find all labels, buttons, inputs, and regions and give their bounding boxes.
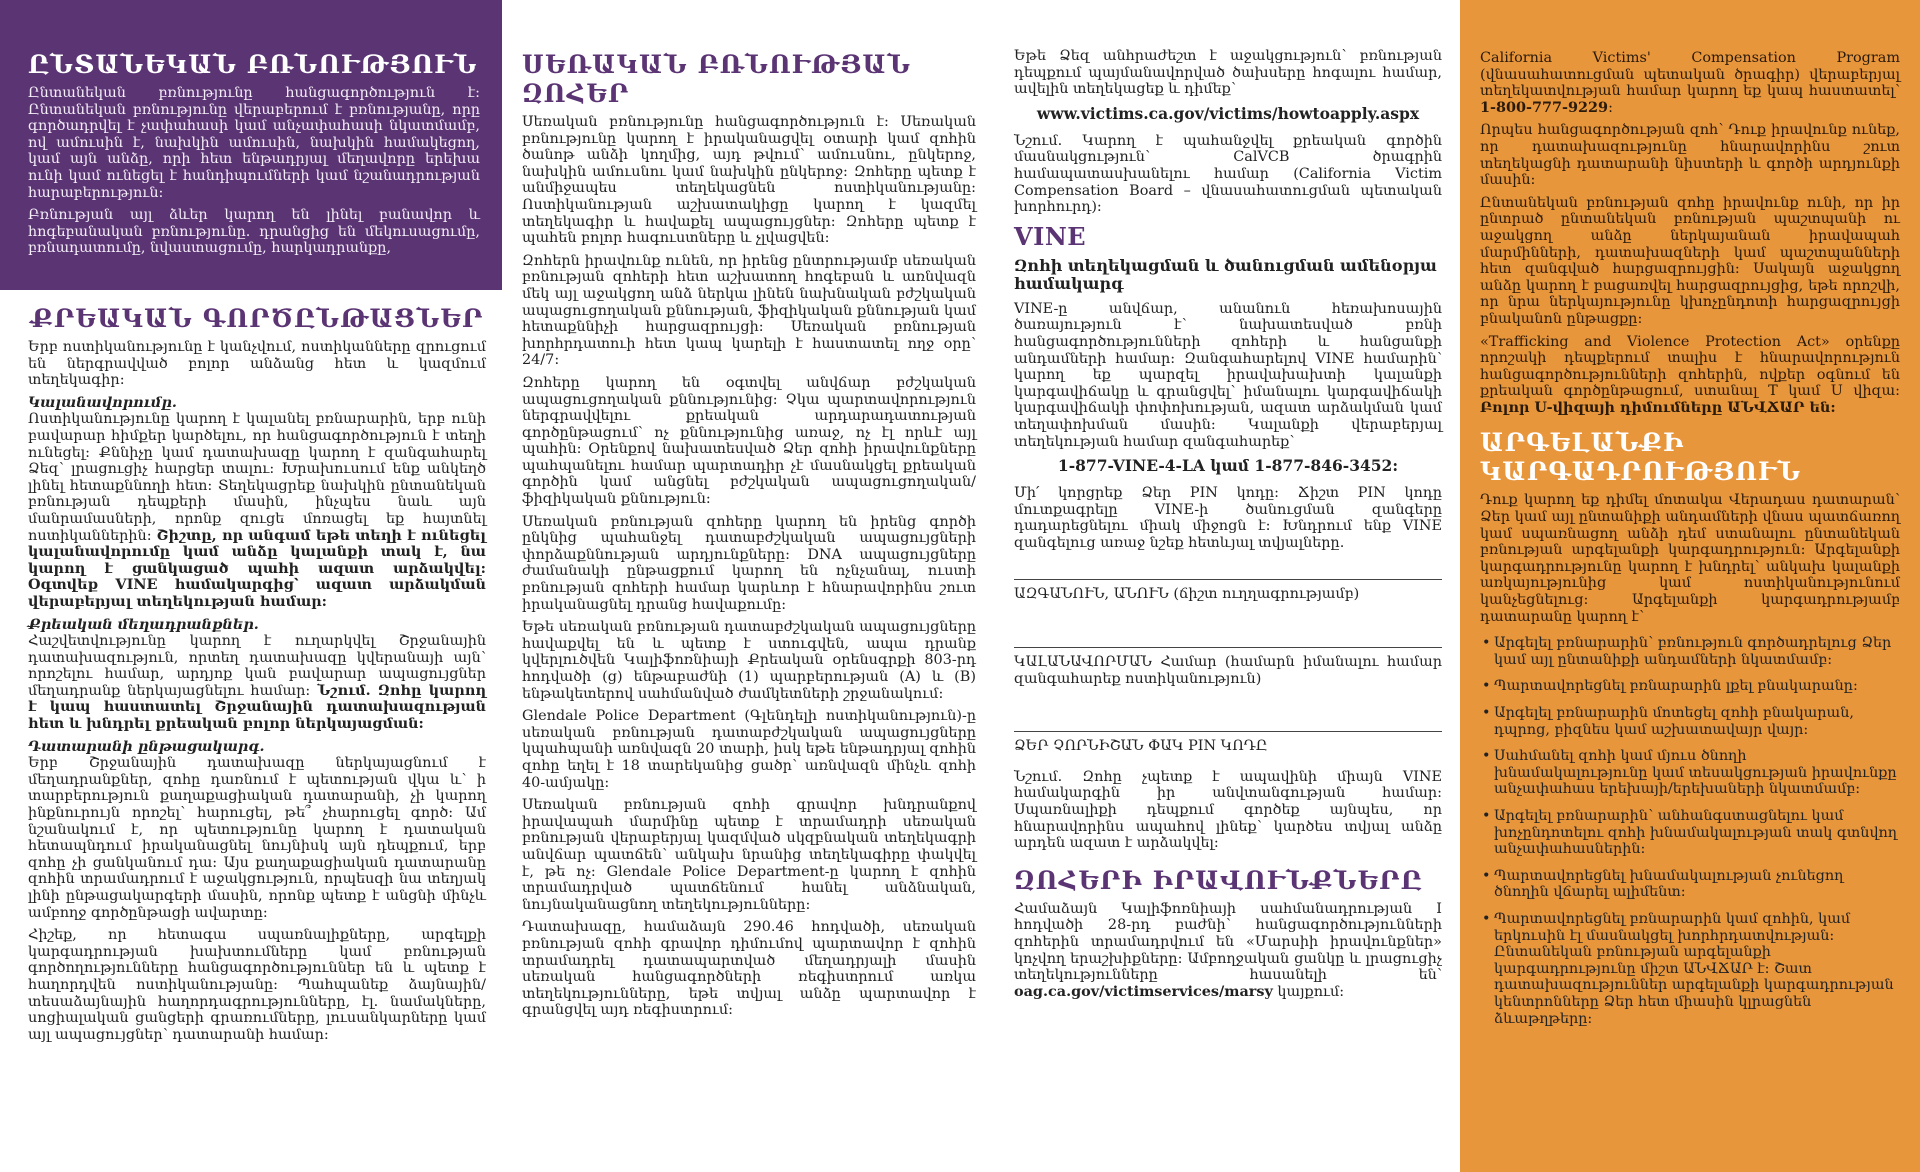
notification-right-paragraph: Որպես հանցագործության զոհ՝ Դուք իրավունք ունեք, որ դատախազությունը հնարավորինս շուտ տեղեկացնի դատարանի նիստերի և գործի արդյունքի մասին: (1480, 122, 1900, 189)
victims-website-link[interactable]: www.victims.ca.gov/victims/howtoapply.aspx (1036, 103, 1420, 123)
sexual-assault-paragraph-4: Սեռական բռնության զոհերը կարող են իրենց գործի ընկնից պահանջել դատաբժշկական ապացույցների փորձաքննության արդյունքները: DNA ապացույցները ժամանակի ընթացքում կարող են ոչնչանալ, ուստի բռնության զոհերի համար կարևոր է հնարավորինս շուտ իրականացնել դրանց հավաքումը: (522, 513, 976, 613)
victims-rights-title: ԶՈՀԵՐԻ ԻՐԱՎՈՒՆՔՆԵՐԸ (1014, 865, 1423, 895)
family-violence-paragraph-2: Բռնության այլ ձևեր կարող են լինել բանավոր և հոգեբանական բռնությունը. դրանցից են մեկուսացումը, բռնադատումը, նվաստացումը, հարկադրանքը, (28, 207, 480, 257)
sexual-assault-paragraph-6: Glendale Police Department (Գլենդելի ոստիկանություն)-ը սեռական բռնության դատաբժշկական ապացույցները կպահպանի առնվազն 20 տարի, իսկ եթե ենթադրյալ զոհին զոհը եղել է 18 տարեկանից ցածր՝ առնվազն մինչև զոհի 40-ամյակը: (522, 708, 976, 791)
calvcb-note: Նշում. Կարող է պահանջվել քրեական գործին մասնակցություն՝ CalVCB ծրագրին համապատասխանելու համար (California Victim Compensation Board – վնասահատուցման պետական խորհուրդ): (1014, 132, 1442, 216)
sexual-assault-paragraph-2: Զոհերն իրավունք ունեն, որ իրենց ընտրությամբ սեռական բռնության զոհերի հետ աշխատող հոգեբան և առնվազն մեկ այլ աջակցող անձ ներկա լինեն նախնական բժշկական ապացուցողական քննության, ֆիզիկական քննության կամ հետաքննիչի հարցազրույցի: Սեռական բռնության խորհրդատուի հետ կապ կարելի է հաստատել ողջ օրը՝ 24/7: (522, 252, 976, 369)
compensation-intro: Եթե Ձեզ անհրաժեշտ է աջակցություն՝ բռնության դեպքում պայմանավորված ծախսերը հոգալու համար, ավելին տեղեկացեք և դիմեք՝ (1014, 48, 1442, 98)
restraining-order-list (1480, 635, 1900, 1027)
court-heading: Դատարանի ընթացակարգ. (28, 737, 265, 755)
support-person-paragraph: Ընտանեկան բռնության զոհը իրավունք ունի, որ իր ընտրած ընտանեկան բռնության պաշտպանի ու աջակցող անձը ներկայանան իրավապահ մարմինների, դատախազների կամ պաշտպանների հետ զանգված հարցազրույցին: Սակայն աջակցող անձը կարող է բացառվել հարցազրույցից, եթե որոշվի, որ նրա ներկայությունը կխոչընդոտի հարցազրույցի բնականոն ընթացքը: (1480, 194, 1900, 327)
vine-phone-number[interactable]: 1-877-VINE-4-LA կամ 1-877-846-3452: (1057, 456, 1399, 476)
sexual-assault-paragraph-7: Սեռական բռնության զոհի գրավոր խնդրանքով իրավապահ մարմինը պետք է տրամադրի սեռական բռնության վերաբերյալ կազմված սկզբնական տեղեկագրի անվճար պատճեն՝ անկախ նրանից տեղեկագիրը փակվել է, թե ոչ: Glendale Police Department-ը կարող է զոհին տրամադրված պատճենում հանել անձնական, նույնականացնող տեղեկությունները: (522, 797, 976, 913)
field-full-name[interactable] (1014, 579, 1442, 603)
list-item: • Արգելել բռնարարին՝ բռնություն գործադրելուց Ձեր կամ այլ ընտանիքի անդամների նկատմամբ: (1494, 635, 1900, 668)
list-item: • Արգելել բռնարարին մոտեցել զոհի բնակարան, դպրոց, բիզնես կամ աշխատավայր վայր: (1494, 705, 1900, 738)
charges-paragraph (28, 617, 486, 733)
compensation-program-text: California Victims' Compensation Program (վնասահատուցման պետական ծրագիր) վերաբերյալ տեղեկատվության համար կարող եք կապ հաստատել՝ (1480, 50, 1900, 100)
compensation-phone-tail: : (1608, 99, 1613, 116)
visa-free-notice: Բոլոր U-վիզայի դիմումները ԱՆՎՃԱՐ են: (1480, 398, 1836, 416)
criminal-proceedings-title: ՔՐԵԱԿԱՆ ԳՈՐԾԸՆԹԱՑՆԵՐ (30, 304, 484, 333)
list-item: • Պարտավորեցնել բռնարարին լքել բնակարանը: (1494, 678, 1900, 695)
arrest-paragraph (28, 395, 486, 611)
pin-instructions: Մի՛ կորցրեք Ձեր PIN կոդը: Ճիշտ PIN կոդը մուտքագրելը VINE-ի ծանուցման զանգերը դադարեցնելու միակ միջոցն է: Խնդրում ենք VINE զանգելուց առաջ նշեք հետևյալ տվյալները. (1014, 485, 1442, 551)
charges-bold-text: Նշում. Զոհը կարող է կապ հաստատել Շրջանային դատախազության հետ և խնդրել քրեական բոլոր ներկայացման: (28, 681, 486, 733)
field-pin-code-label: ՁԵՐ ՉՈՐՆԻՇԱՆ ՓԱԿ PIN ԿՈԴԸ (1014, 738, 1268, 755)
charges-text: Հաշվետվությունը կարող է ուղարկվել Շրջանային դատախազություն, որտեղ դատախազը կվերանայի այն՝ որոշելու համար, արդյոք կան բավարար ապացույցներ մեղադրանք ներկայացնելու համար: (28, 633, 486, 699)
compensation-program-paragraph (1480, 50, 1900, 116)
field-full-name-label: ԱԶԳԱՆՈՒՆ, ԱՆՈՒՆ (ճիշտ ուղղագրությամբ) (1014, 586, 1360, 603)
victims-rights-text: Համաձայն Կալիֆոռնիայի սահմանադրության I հոդվածի 28-րդ բաժնի՝ հանցագործությունների զոհերին տրամադրվում են «Մարսիի իրավունքներ» կոչվող երաշխիքները: Ամբողջական ցանկը և լրացուցիչ տեղեկությունները հասանելի են՝ (1014, 900, 1442, 984)
court-text: Երբ Շրջանային դատախազը ներկայացնում է մեղադրանքներ, զոհը դառնում է պետության վկա և՝ ի տարբերություն քաղաքացիական դատարանի, չի կարող ինքնուրույն որոշել՝ հարուցել, թե՞ չհարուցել գործ: Ամ նշանակում է, որ պետությունը կարող է դատական հետապնդում իրականացնել նույնիսկ այն դեպքում, երբ զոհը չի ցանկանում դա: Այս քաղաքացիական դատարանը զոհին տրամադրում է աջակցություն, որպեսզի նա տեղյակ լինի ընթացակարգերի մասին, որոնք պետք է անցնի մինչև ամբողջ գործընթացի ավարտը: (28, 755, 486, 921)
arrest-bold-text: Շիշտը, որ անգամ եթե տեղի է ունեցել կալանավորումը կամ անձը կալանքի տակ է, նա կարող է ցանկացած պահի ազատ արձակվել: Օգտվեք VINE համակարգից՝ ազատ արձակման վերաբերյալ տեղեկության համար: (28, 526, 486, 610)
restraining-order-intro: Դուք կարող եք դիմել մոտակա Վերադաս դատարան՝ Ձեր կամ այլ ընտանիքի անդամների վնաս պատճառող կամ սպառնացող անձի դեմ ստանալու ընտանեկան բռնության արգելանքի կարգադրություն: Արգելանքի կարգադրությունը կարող է խնդրել՝ անկախ կալանքի առկայությունից կամ ոստիկանությունում կանչեցնելուց: Արգելանքի կարգադրությամբ դատարանը կարող է՝ (1480, 492, 1900, 625)
sexual-assault-paragraph-3: Զոհերը կարող են օգտվել անվճար բժշկական ապացուցողական քննությունից: Չկա պարտավորություն ներգրավվելու քրեական արդարադատության գործընթացում՝ ոչ քննությունից առաջ, ոչ էլ որևէ այլ պահին: Օրենքով նախատեսված Ձեր զոհի իրավունքները պահպանելու համար պարտադիր չէ մասնակցել քրեական գործին կամ անցնել բժշկական ապացուցողական/ֆիզիկական քննություն: (522, 374, 976, 508)
list-item: • Արգելել բռնարարին՝ անհանգստացնելու կամ խոչընդոտելու զոհի խնամակալության տակ գտնվող անչափահասներին: (1494, 808, 1900, 858)
field-pin-code[interactable] (1014, 731, 1442, 755)
field-booking-number-label: ԿԱԼԱՆԱՎՈՐՄԱՆ Համար (համարն իմանալու համար զանգահարեք ոստիկանություն) (1014, 654, 1442, 687)
vine-title: VINE (1014, 221, 1087, 251)
compensation-phone-number[interactable]: 1-800-777-9229 (1480, 98, 1609, 116)
restraining-order-title: ԱՐԳԵԼԱՆՔԻ ԿԱՐԳԱԴՐՈՒԹՅՈՒՆ (1480, 428, 1802, 487)
column-orange-panel (1460, 0, 1920, 1172)
vine-description: VINE-ը անվճար, անանուն հեռախոսային ծառայություն է՝ նախատեսված բռնի հանցագործությունների զոհերի և հանցանքի անդամների համար: Զանգահարելով VINE համարին՝ կարող եք պարզել իրավախախտի կալանքի կարգավիճակը և գրանցվել՝ իմանալու կարգավիճակի կարգավիճակի փոփոխության, ազատ արձակման կամ տեղափոխման մասին: Կալանքի վերաբերյալ տեղեկության համար զանգահարեք՝ (1014, 300, 1442, 450)
list-item: • Սահմանել զոհի կամ մյուս ծնողի խնամակալությունը կամ տեսակցության իրավունքը անչափահաս երեխայի/երեխաների նկատմամբ: (1494, 748, 1900, 798)
court-paragraph (28, 739, 486, 922)
arrest-text: Ոստիկանությունը կարող է կալանել բռնարարին, երբ ունի բավարար հիմքեր կարծելու, որ հանցագործություն է տեղի ունեցել: Քննիչը կամ դատախազը կարող է զանգահարել Ձեզ՝ լրացուցիչ հարցեր տալու: Խրախուսում ենք անկեղծ լինել հետաքննողի հետ: Տեղեկացրեք նախկին ընտանեկան բռնության դեպքերի մասին, ինչպես նաև այն մանրամասների, որոնք զուցե մոռացել եք հայտնել ոստիկաններին: (28, 411, 486, 544)
column-family-violence (0, 0, 502, 1049)
marsy-link-tail: կայքում: (1272, 983, 1345, 1000)
family-violence-title: ԸՆՏԱՆԵԿԱՆ ԲՌՆՈՒԹՅՈՒՆ (28, 50, 478, 79)
court-paragraph-2: Հիշեք, որ հետագա սպառնալիքները, արգելքի կարգադրության խախտումները կամ բռնության գործողությունները հանցագործություններ են և պետք է հաղորդվեն ոստիկանությանը: Պահպանեք ձայնային/տեսաձայնային հաղորդագրությունները, էլ. նամակները, սոցիալական ցանցերի գրառումները, լուսանկարները կամ այլ ապացույցներ՝ դատարանի համար: (28, 927, 486, 1043)
charges-heading: Քրեական մեղադրանքներ. (28, 615, 259, 633)
arrest-heading: Կալանավորումը. (28, 393, 177, 411)
sexual-assault-paragraph-8: Դատախազը, համաձայն 290.46 հոդվածի, սեռական բռնության զոհի գրավոր դիմումով պարտավոր է զոհին տրամադրել դատապարտված մեղադրյալի մասին սեռական հանցագործների ռեգիստրում առկա տեղեկությունները, եթե տվյալ անձը պարտավոր է գրանցվել այդ ռեգիստրում: (522, 919, 976, 1019)
field-booking-number[interactable] (1014, 647, 1442, 687)
family-violence-panel (0, 0, 502, 290)
sexual-assault-paragraph-5: Եթե սեռական բռնության դատաբժշկական ապացույցները հավաքվել են և պետք է ստուգվեն, ապա դրանք կվերլուծվեն Կալիֆոռնիայի Քրեական օրենսգրքի 803-րդ հոդվածի (g) ենթաբաժնի (1) պարբերության (A) և (B) ենթակետերով սահմանված ժամկետների շրջանակում: (522, 619, 976, 702)
column-sexual-assault (502, 0, 1000, 1025)
criminal-proceedings-section (0, 290, 502, 1043)
victims-rights-paragraph (1014, 901, 1442, 1001)
vine-info-fields (1014, 579, 1442, 754)
sexual-assault-paragraph-1: Սեռական բռնությունը հանցագործություն է: Սեռական բռնությունը կարող է իրականացվել օտարի կամ զոհին ծանոթ անձի կողմից, այդ թվում՝ ամուսնու, ընկերոջ, նախկին ամուսնու կամ նախկին ընկերոջ: Զոհերը պետք է անմիջապես տեղեկացնեն ոստիկանությանը: Ոստիկանության աշխատակիցը կարող է կազմել տեղեկագիր և հավաքել ապացույցներ: Զոհերը պետք է պահեն բոլոր հագուստները և չլվացվեն: (522, 114, 976, 247)
vine-subtitle: Զոհի տեղեկացման և ծանուցման ամենօրյա համակարգ (1014, 255, 1437, 293)
vine-safety-note: Նշում. Զոհը չպետք է ապավինի միայն VINE համակարգին իր անվտանգության համար: Սպառնալիքի դեպքում գործեք այնպես, որ հնարավորինս ապահով լինեք՝ կարծես տվյալ անձը արդեն ազատ է արձակվել: (1014, 768, 1442, 852)
marsy-law-link[interactable]: oag.ca.gov/victimservices/marsy (1014, 982, 1273, 1000)
column-vine-rights (1000, 0, 1460, 1006)
list-item: • Պարտավորեցնել բռնարարին կամ զոհին, կամ երկուսին էլ մասնակցել խորհրդատվության: Ընտանեկան բռնության արգելանքի կարգադրությունը միշտ ԱՆՎՃԱՐ է: Շատ դատախազություններ արգելանքի կարգադրության կենտրոնները Ձեր հետ միասին կլրացնեն ձևաթղթերը: (1494, 911, 1900, 1027)
list-item: • Պարտավորեցնել խնամակալության չունեցող ծնողին վճարել ալիմենտ: (1494, 868, 1900, 901)
visa-paragraph (1480, 334, 1900, 417)
sexual-assault-title: ՍԵՌԱԿԱՆ ԲՌՆՈՒԹՅԱՆ ԶՈՀԵՐ (522, 50, 912, 108)
family-violence-paragraph-1: Ընտանեկան բռնությունը հանցագործություն է: Ընտանեկան բռնությունը վերաբերում է բռնությանը, որը գործադրվել է չափահասի կամ անչափահասի նկատմամբ, ով ամուսին է, նախկին ամուսին, նախկին համակեցող, կամ այն անձը, որի հետ ենթադրյալ մեղավորը երեխա ունի կամ ունեցել է հանդիպումների կամ նշանադրության հարաբերություն: (28, 85, 480, 201)
visa-text: «Trafficking and Violence Protection Act» օրենքը որոշակի դեպքերում տալիս է հնարավորություն հանցագործությունների զոհերին, ովքեր օգնում են քրեական գործընթացում, ստանալ T կամ U վիզա: (1480, 333, 1900, 400)
criminal-intro: Երբ ոստիկանությունը է կանչվում, ոստիկանները զրուցում են ներգրավված բոլոր անձանց հետ և կազմում տեղեկագիր: (28, 339, 486, 389)
